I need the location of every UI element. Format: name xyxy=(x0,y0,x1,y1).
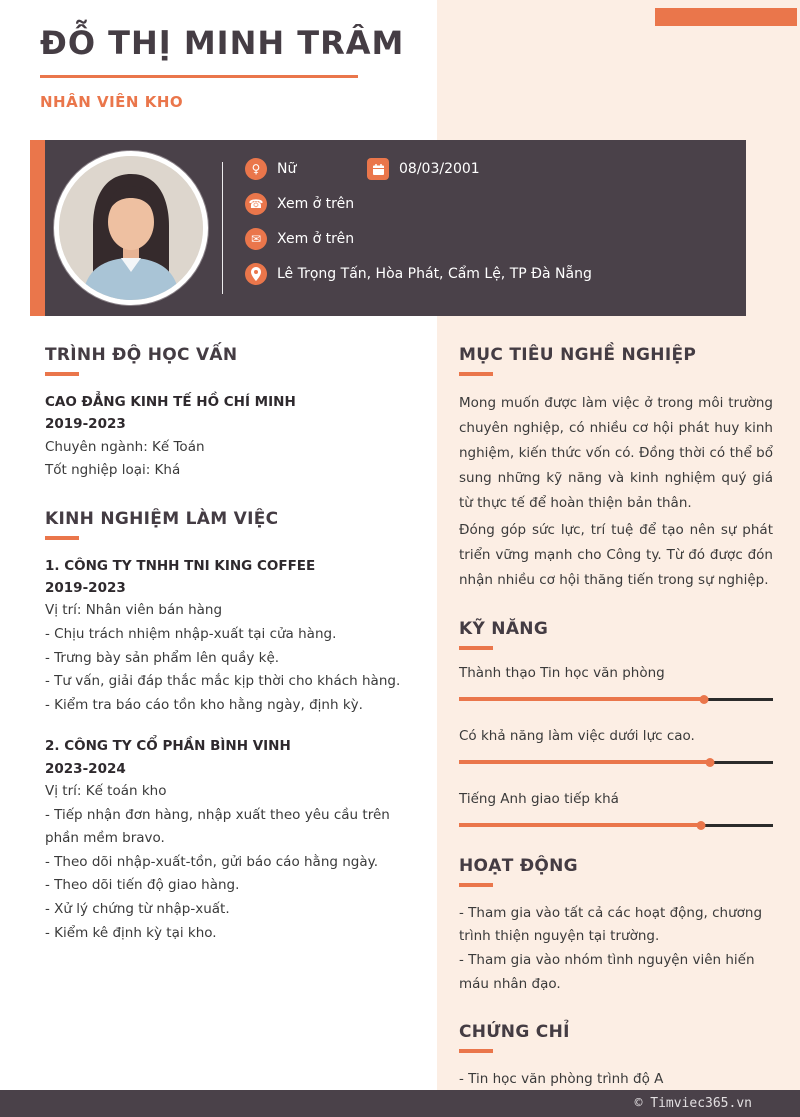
education-major: Chuyên ngành: Kế Toán xyxy=(45,438,205,455)
footer-credit: © Timviec365.vn xyxy=(634,1096,752,1111)
email-value: Xem ở trên xyxy=(277,231,355,247)
education-school: CAO ĐẲNG KINH TẾ HỒ CHÍ MINH xyxy=(45,394,296,410)
dob-item xyxy=(367,158,480,180)
experience-heading: KINH NGHIỆM LÀM VIỆC xyxy=(45,508,279,529)
job-duty: - Tư vấn, giải đáp thắc mắc kịp thời cho khách hàng. xyxy=(45,673,401,690)
education-grade: Tốt nghiệp loại: Khá xyxy=(45,462,181,479)
contact-row-address xyxy=(245,263,730,285)
objective-paragraph: Mong muốn được làm việc ở trong môi trường chuyên nghiệp, có nhiều cơ hội phát huy kinh nghiệm, kiến thức vốn có. Đồng thời có thể bổ sung những kỹ năng và kinh nghiệm quý giá từ thực tế để hoàn thiện bản thân. xyxy=(459,395,773,511)
activity-item: - Tham gia vào tất cả các hoạt động, chương trình thiện nguyện tại trường. xyxy=(459,904,763,945)
heading-underline xyxy=(459,1049,493,1053)
email-icon: ✉ xyxy=(245,228,267,250)
skill-bar-fill xyxy=(459,697,704,701)
section-activities xyxy=(459,856,773,997)
heading-underline xyxy=(459,883,493,887)
job-title: NHÂN VIÊN KHO xyxy=(40,93,184,112)
skill-item xyxy=(459,728,773,767)
skill-bar-fill xyxy=(459,760,710,764)
section-experience xyxy=(45,509,421,946)
phone-value: Xem ở trên xyxy=(277,196,355,212)
contact-row-gender-dob xyxy=(245,158,730,180)
certificate-item: - Tin học văn phòng trình độ A xyxy=(459,1071,664,1088)
section-skills xyxy=(459,619,773,830)
gender-icon: ♀ xyxy=(245,158,267,180)
job-duty: - Theo dõi nhập-xuất-tồn, gửi báo cáo hằng ngày. xyxy=(45,853,378,870)
skill-item xyxy=(459,665,773,704)
contact-band xyxy=(30,140,746,316)
footer-bar xyxy=(0,1090,800,1117)
job-duty: - Kiểm tra báo cáo tồn kho hằng ngày, định kỳ. xyxy=(45,696,363,713)
address-value: Lê Trọng Tấn, Hòa Phát, Cẩm Lệ, TP Đà Nẵng xyxy=(277,266,592,282)
heading-underline xyxy=(459,372,493,376)
skill-label: Tiếng Anh giao tiếp khá xyxy=(459,790,619,807)
name-underline xyxy=(40,75,358,78)
skill-label: Thành thạo Tin học văn phòng xyxy=(459,664,665,681)
education-years: 2019-2023 xyxy=(45,416,126,433)
skill-label: Có khả năng làm việc dưới lực cao. xyxy=(459,727,695,744)
skill-item xyxy=(459,791,773,830)
phone-item xyxy=(245,193,354,215)
gender-value: Nữ xyxy=(277,161,297,177)
job-duty: - Trưng bày sản phẩm lên quầy kệ. xyxy=(45,649,280,666)
objective-heading: MỤC TIÊU NGHỀ NGHIỆP xyxy=(459,345,697,365)
profile-photo-illustration xyxy=(59,156,203,300)
job-company: 1. CÔNG TY TNHH TNI KING COFFEE xyxy=(45,557,316,574)
right-column xyxy=(459,345,773,1117)
skill-progress-bar xyxy=(459,694,773,704)
activity-item: - Tham gia vào nhóm tình nguyện viên hiến máu nhân đạo. xyxy=(459,952,755,992)
left-column xyxy=(45,345,421,971)
job-company: 2. CÔNG TY CỔ PHẦN BÌNH VINH xyxy=(45,738,291,755)
job-duty: - Kiểm kê định kỳ tại kho. xyxy=(45,924,217,941)
skill-progress-bar xyxy=(459,757,773,767)
skill-bar-dot xyxy=(699,695,708,704)
skill-bar-dot xyxy=(696,821,705,830)
activities-heading: HOẠT ĐỘNG xyxy=(459,855,578,876)
job-years: 2023-2024 xyxy=(45,760,126,777)
section-education xyxy=(45,345,421,483)
heading-underline xyxy=(459,646,493,650)
heading-underline xyxy=(45,536,79,540)
contact-row-phone xyxy=(245,193,730,215)
calendar-icon xyxy=(367,158,389,180)
top-accent-bar xyxy=(655,8,797,26)
job-duty: - Chịu trách nhiệm nhập-xuất tại cửa hàng. xyxy=(45,625,337,642)
job-years: 2019-2023 xyxy=(45,580,126,597)
job-position: Vị trí: Nhân viên bán hàng xyxy=(45,602,223,619)
job-duty: - Tiếp nhận đơn hàng, nhập xuất theo yêu cầu trên phần mềm bravo. xyxy=(45,806,390,847)
dob-value: 08/03/2001 xyxy=(399,161,480,177)
experience-job-2 xyxy=(45,735,421,945)
location-icon xyxy=(245,263,267,285)
skill-bar-fill xyxy=(459,823,701,827)
education-heading: TRÌNH ĐỘ HỌC VẤN xyxy=(45,345,238,365)
skills-heading: KỸ NĂNG xyxy=(459,618,549,639)
section-objective xyxy=(459,345,773,593)
skill-bar-dot xyxy=(706,758,715,767)
profile-photo xyxy=(54,151,208,305)
address-item xyxy=(245,263,592,285)
heading-underline xyxy=(45,372,79,376)
contact-divider xyxy=(222,162,223,294)
skill-progress-bar xyxy=(459,820,773,830)
email-item xyxy=(245,228,354,250)
gender-item xyxy=(245,158,367,180)
candidate-name: ĐỖ THỊ MINH TRÂM xyxy=(40,24,405,62)
experience-job-1 xyxy=(45,555,421,718)
job-position: Vị trí: Kế toán kho xyxy=(45,782,167,799)
phone-icon: ☎ xyxy=(245,193,267,215)
contact-info xyxy=(245,158,730,285)
contact-row-email xyxy=(245,228,730,250)
objective-paragraph: Đóng góp sức lực, trí tuệ để tạo nên sự phát triển vững mạnh cho Công ty. Từ đó được đón nhận nhiều cơ hội thăng tiến trong sự nghiệp. xyxy=(459,521,773,588)
band-accent-bar xyxy=(30,140,45,316)
job-duty: - Theo dõi tiến độ giao hàng. xyxy=(45,877,240,894)
job-duty: - Xử lý chứng từ nhập-xuất. xyxy=(45,901,230,918)
header xyxy=(40,24,460,111)
certificates-heading: CHỨNG CHỈ xyxy=(459,1022,570,1043)
